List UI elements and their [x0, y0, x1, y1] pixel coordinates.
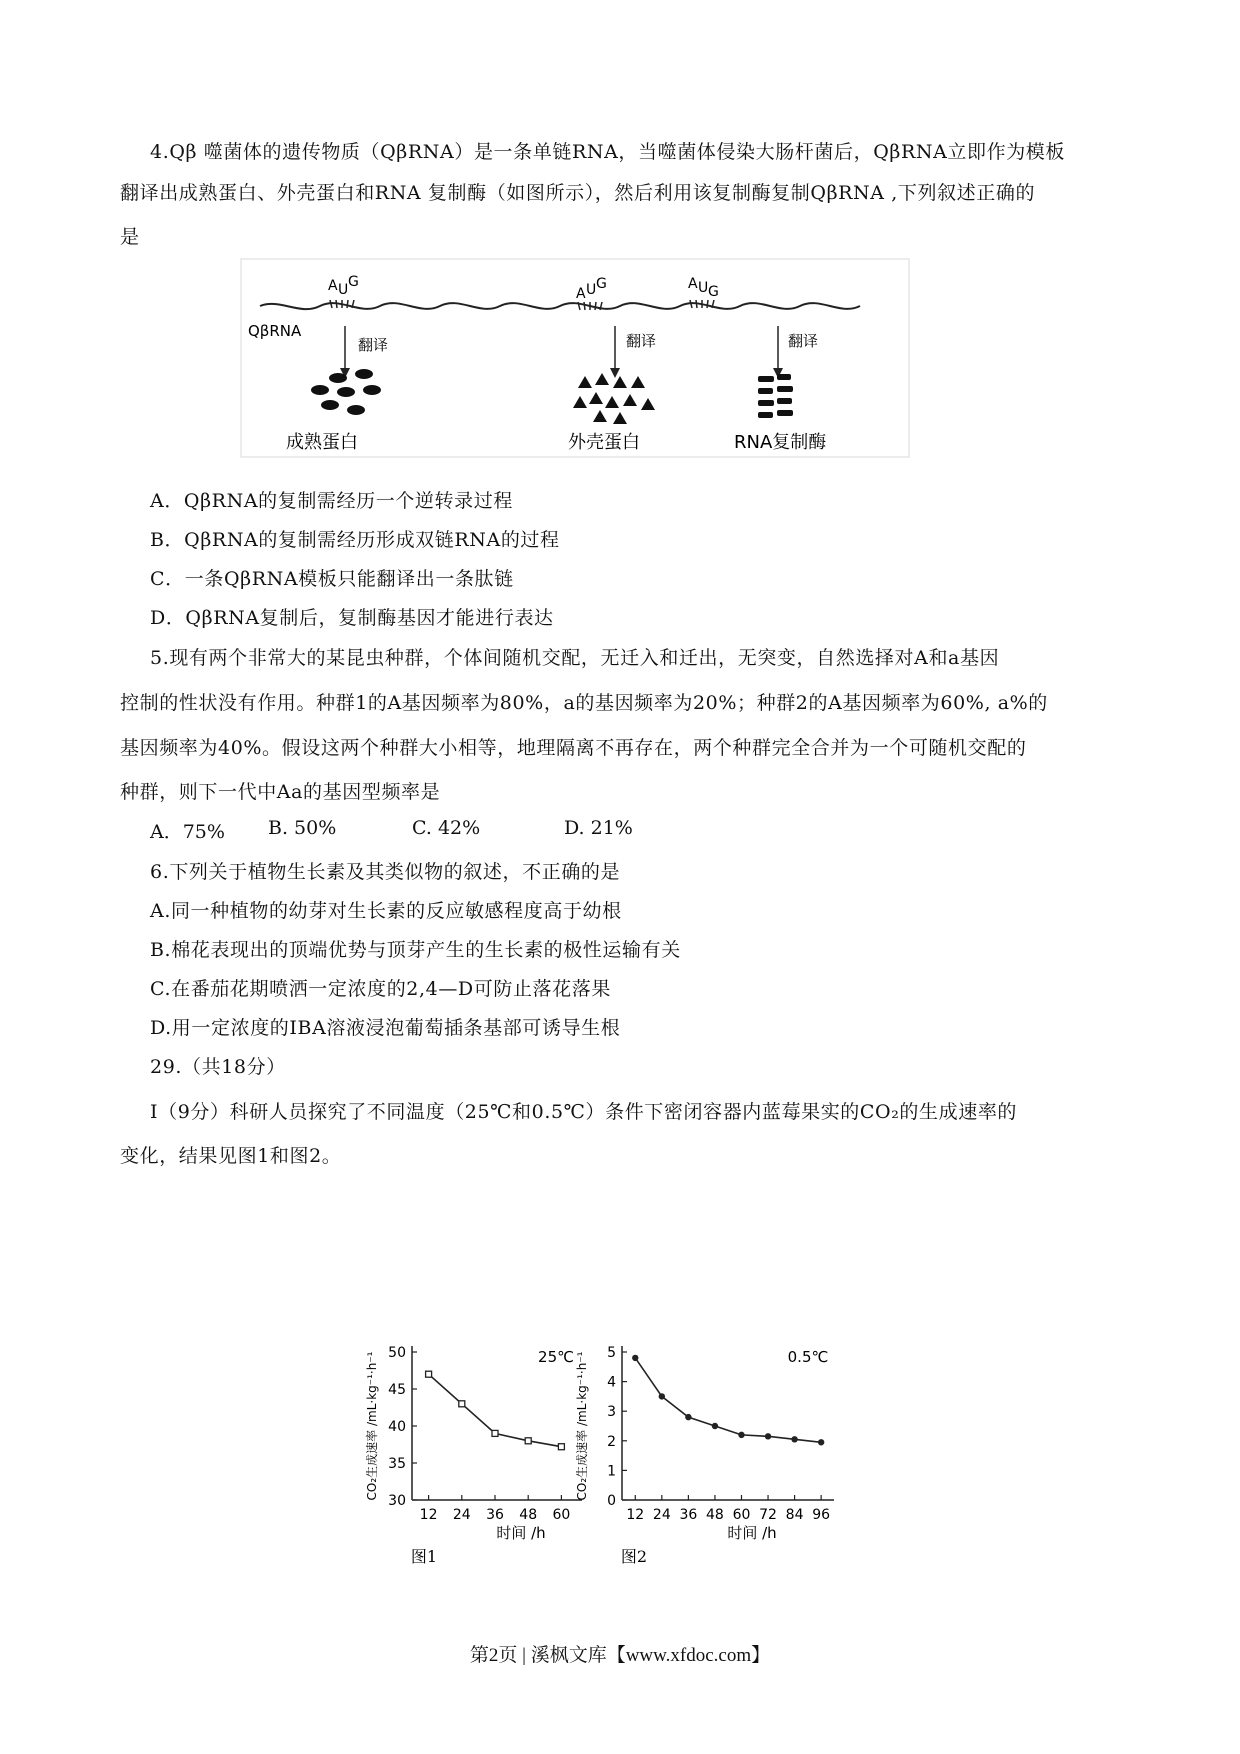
q4-line-3: 是 — [120, 226, 140, 248]
q4-line-1: 4.Qβ 噬菌体的遗传物质（QβRNA）是一条单链RNA，当噬菌体侵染大肠杆菌后，QβRNA立即作为模板 — [150, 141, 1066, 163]
codon-u: U — [586, 282, 597, 298]
data-point — [712, 1423, 718, 1429]
x-tick-label: 60 — [552, 1507, 571, 1523]
q5-line-4: 种群，则下一代中Aa的基因型频率是 — [120, 781, 441, 803]
q6-option-d: D.用一定浓度的IBA溶液浸泡葡萄插条基部可诱导生根 — [150, 1017, 621, 1039]
arrow-label: 翻译 — [358, 336, 389, 354]
q6-option-c: C.在番茄花期喷洒一定浓度的2,4—D可防止落花落果 — [150, 978, 611, 1000]
y-tick-label: 3 — [607, 1404, 616, 1421]
chart-title: 0.5℃ — [787, 1348, 829, 1366]
x-tick-label: 48 — [706, 1507, 724, 1523]
x-tick-label: 12 — [626, 1507, 645, 1523]
y-tick-label: 5 — [607, 1345, 616, 1361]
data-point — [632, 1355, 638, 1361]
codon-a: A — [688, 276, 698, 292]
x-axis-label: 时间 /h — [727, 1524, 777, 1542]
data-point — [459, 1401, 465, 1407]
x-tick-label: 60 — [732, 1507, 751, 1523]
y-axis-label: CO₂生成速率 /mL·kg⁻¹·h⁻¹ — [575, 1351, 589, 1501]
y-tick-label: 4 — [607, 1374, 616, 1391]
q29-part1-line-2: 变化，结果见图1和图2。 — [120, 1145, 342, 1167]
data-point — [818, 1439, 824, 1445]
y-tick-label: 45 — [388, 1382, 406, 1398]
codon-g: G — [708, 284, 719, 300]
q29-part1-line-1: Ⅰ（9分）科研人员探究了不同温度（25℃和0.5℃）条件下密闭容器内蓝莓果实的CO₂的生成速率的 — [150, 1101, 1018, 1123]
codon-g: G — [596, 276, 607, 292]
data-point — [765, 1433, 771, 1439]
translation-arrow-3 — [773, 326, 818, 378]
y-tick-label: 30 — [388, 1493, 406, 1509]
y-axis-label: CO₂生成速率 /mL·kg⁻¹·h⁻¹ — [365, 1351, 379, 1501]
data-point — [791, 1436, 797, 1442]
data-point — [738, 1432, 744, 1438]
q5-option-a: A．75% — [150, 821, 225, 843]
x-tick-label: 96 — [812, 1507, 831, 1523]
x-tick-label: 84 — [785, 1507, 804, 1523]
q5-line-3: 基因频率为40%。假设这两个种群大小相等，地理隔离不再存在，两个种群完全合并为一个可随机交配的 — [120, 737, 1027, 759]
y-tick-label: 40 — [388, 1419, 406, 1435]
x-tick-label: 36 — [486, 1507, 504, 1523]
x-tick-label: 48 — [519, 1507, 538, 1523]
codon-a: A — [576, 286, 586, 302]
figure-caption: 图2 — [620, 1547, 648, 1566]
x-tick-label: 24 — [452, 1507, 471, 1523]
q4-option-d: D．QβRNA复制后，复制酶基因才能进行表达 — [150, 607, 554, 629]
x-tick-label: 24 — [652, 1507, 671, 1523]
y-tick-label: 0 — [607, 1493, 616, 1509]
page-footer: 第2页 | 溪枫文库【www.xfdoc.com】 — [469, 1645, 771, 1666]
q6-option-a: A.同一种植物的幼芽对生长素的反应敏感程度高于幼根 — [150, 900, 622, 922]
q5-option-d: D. 21% — [564, 817, 633, 839]
co2-rate-charts — [360, 1330, 880, 1590]
figure-caption: 图1 — [410, 1547, 438, 1566]
chart-title: 25℃ — [538, 1348, 574, 1366]
data-point — [426, 1371, 432, 1377]
coat-protein-icon — [573, 373, 655, 424]
codon-a: A — [328, 278, 338, 294]
rna-label: QβRNA — [248, 322, 302, 340]
q6-title: 6.下列关于植物生长素及其类似物的叙述，不正确的是 — [150, 861, 621, 883]
product-label-mature: 成熟蛋白 — [286, 432, 358, 453]
y-tick-label: 35 — [388, 1456, 406, 1472]
codon-u: U — [338, 282, 349, 298]
q5-line-2: 控制的性状没有作用。种群1的A基因频率为80%，a的基因频率为20%；种群2的A基因频率为60%, a%的 — [120, 692, 1048, 714]
replicase-icon — [758, 374, 793, 418]
product-label-replicase: RNA复制酶 — [734, 432, 827, 453]
y-tick-label: 1 — [607, 1463, 616, 1480]
data-point — [492, 1430, 498, 1436]
mature-protein-icon — [311, 369, 381, 415]
q-beta-rna-figure — [240, 258, 910, 458]
rna-strand — [260, 303, 860, 309]
q4-option-a: A．QβRNA的复制需经历一个逆转录过程 — [150, 490, 513, 512]
data-point — [525, 1438, 531, 1444]
codon-u: U — [698, 280, 709, 296]
data-point — [685, 1414, 691, 1420]
q4-line-2: 翻译出成熟蛋白、外壳蛋白和RNA 复制酶（如图所示），然后利用该复制酶复制QβRNA ,下列叙述正确的 — [120, 182, 1036, 204]
product-label-coat: 外壳蛋白 — [568, 432, 640, 453]
q5-option-c: C. 42% — [412, 817, 481, 839]
q4-option-b: B．QβRNA的复制需经历形成双链RNA的过程 — [150, 529, 560, 551]
q6-option-b: B.棉花表现出的顶端优势与顶芽产生的生长素的极性运输有关 — [150, 939, 681, 961]
codon-g: G — [348, 274, 359, 290]
series-line — [635, 1358, 821, 1442]
q29-title: 29.（共18分） — [150, 1056, 286, 1078]
arrow-label: 翻译 — [788, 332, 819, 350]
arrow-label: 翻译 — [626, 332, 657, 350]
x-axis-label: 时间 /h — [496, 1524, 546, 1542]
y-tick-label: 2 — [607, 1433, 616, 1450]
x-tick-label: 72 — [759, 1507, 777, 1523]
y-tick-label: 50 — [388, 1345, 406, 1361]
x-tick-label: 36 — [679, 1507, 698, 1523]
q4-option-c: C．一条QβRNA模板只能翻译出一条肽链 — [150, 568, 514, 590]
translation-arrow-2 — [610, 326, 656, 378]
x-tick-label: 12 — [419, 1507, 438, 1523]
data-point — [558, 1444, 564, 1450]
q5-line-1: 5.现有两个非常大的某昆虫种群，个体间随机交配，无迁入和迁出，无突变，自然选择对A和a基因 — [150, 647, 1000, 669]
q5-option-b: B. 50% — [268, 817, 337, 839]
data-point — [659, 1393, 665, 1399]
